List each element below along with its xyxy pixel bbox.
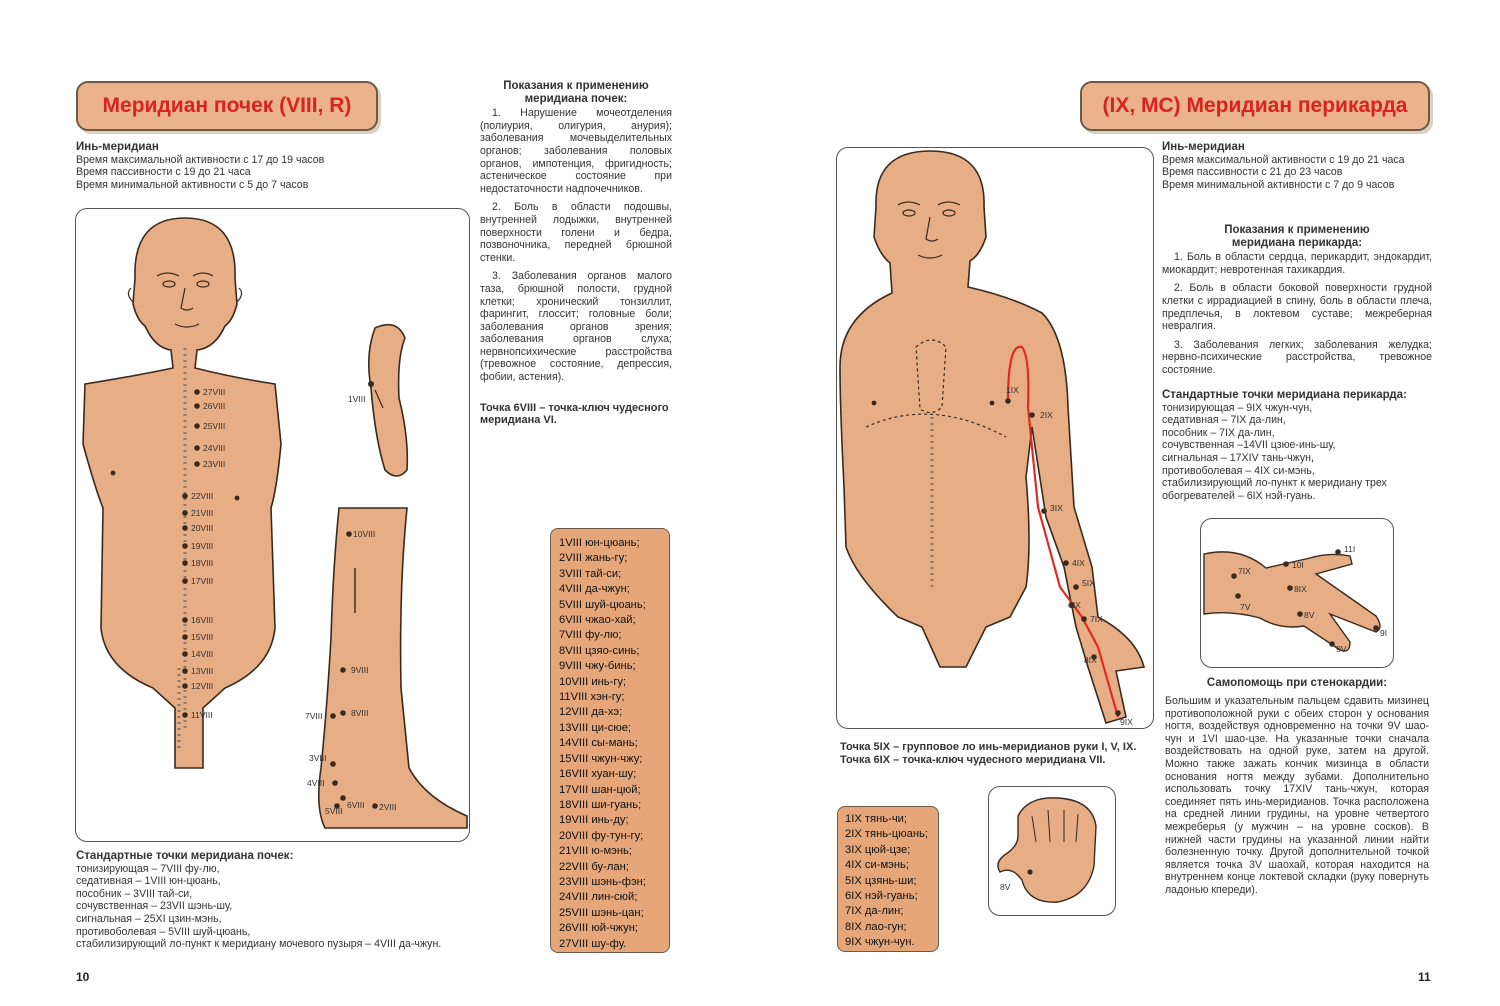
acupoint-label: 27VIII [203, 387, 226, 397]
left-points-item: 2VIII жань-гу; [559, 552, 628, 565]
acupoint-marker [182, 668, 188, 674]
acupoint-label: 1IX [1006, 385, 1019, 395]
left-points-item: 7VIII фу-лю; [559, 629, 622, 642]
left-points-item: 12VIII да-хэ; [559, 706, 623, 719]
left-points-item: 13VIII ци-сюе; [559, 721, 632, 734]
right-indication-3: 3. Заболевания легких; заболевания желудка; нервно-психические расстройства, тревожное состояние. [1162, 338, 1432, 376]
left-points-item: 25VIII шэнь-цан; [559, 906, 644, 919]
leg-figure [319, 508, 467, 828]
selfhelp-title: Самопомощь при стенокардии: [1206, 677, 1388, 689]
left-points-item: 1VIII юн-цюань; [559, 537, 640, 549]
acupoint-label: 2VIII [379, 802, 397, 812]
acupoint-label: 8IX [1294, 584, 1307, 594]
acupoint-label: 24VIII [203, 443, 226, 453]
right-time-max: Время максимальной активности с 19 до 21 часа [1162, 153, 1405, 166]
left-standard-points [76, 850, 516, 951]
left-indication-2: 2. Боль в области подошвы, внутренней лодыжки, внутренней поверхности голени и бедра, позвоночника, передней брюшной стенки. [480, 201, 672, 264]
acupoint-marker [182, 525, 188, 531]
left-indications-title: Показания к применению меридиана почек: [503, 80, 649, 105]
acupoint-marker [1231, 573, 1237, 579]
acupoint-marker [346, 531, 352, 537]
acupoint-label: 19VIII [191, 541, 214, 551]
acupoint-marker [1041, 508, 1047, 514]
right-time-min: Время минимальной активности с 7 до 9 часов [1162, 178, 1395, 191]
acupoint-marker [1297, 611, 1303, 617]
acupoint-marker [340, 795, 346, 801]
right-meta-block [1162, 141, 1432, 191]
left-points-item: 4VIII да-чжун; [559, 583, 630, 596]
left-points-item: 9VIII чжу-бинь; [559, 660, 636, 673]
foot-sole-figure [369, 325, 408, 476]
right-indication-2: 2. Боль в области боковой поверхности грудной клетки с иррадиацией в спину, боль в области плеча, предплечья, в локтевом суставе; межреберная невралгия. [1162, 282, 1432, 333]
acupoint-label: 12VIII [191, 681, 214, 691]
right-page-title: (IX, MC) Меридиан перикарда [1102, 94, 1408, 117]
acupoint-marker [332, 780, 338, 786]
left-time-min: Время минимальной активности с 5 до 7 часов [76, 178, 309, 191]
acupoint-label: 17VIII [191, 576, 214, 586]
acupoint-marker [1287, 585, 1293, 591]
acupoint-label: 9V [1336, 644, 1347, 654]
right-time-passive: Время пассивности с 21 до 23 часов [1162, 166, 1343, 179]
left-points-item: 27VIII шу-фу. [559, 937, 627, 950]
left-time-max: Время максимальной активности с 17 до 19 часов [76, 153, 325, 166]
right-points-item: 9IX чжун-чун. [845, 936, 915, 949]
acupoint-marker [1373, 625, 1379, 631]
acupoint-label: 10I [1292, 560, 1304, 570]
right-title-box [1080, 81, 1430, 131]
acupoint-label: 9VIII [351, 665, 369, 675]
left-page-title: Меридиан почек (VIII, R) [102, 94, 352, 117]
right-standard-points [1162, 389, 1432, 502]
acupoint-marker [182, 578, 188, 584]
right-indications [1162, 224, 1432, 377]
left-meta-block [76, 141, 416, 191]
acupoint-label: 14VIII [191, 649, 214, 659]
acupoint-marker [194, 445, 200, 451]
acupoint-label: 8V [1304, 610, 1315, 620]
right-indication-1: 1. Боль в области сердца, перикардит, эндокардит, миокардит; невротенная тахикардия. [1162, 251, 1432, 276]
left-points-item: 3VIII тай-си; [559, 567, 622, 580]
acupoint-marker [182, 510, 188, 516]
left-indication-3: 3. Заболевания органов малого таза, брюшной полости, грудной клетки; хронический тонзиллит, фарингит, глоссит; головные боли; заболевания органов зрения; заболевания органов слуха; нервнопсихические расстройства (тревожное состояние, депрессия, фобии, астения). [480, 270, 672, 384]
right-points-item: 7IX да-лин; [845, 905, 904, 918]
right-points-item: 1IX тянь-чи; [845, 813, 908, 825]
acupoint-marker [182, 634, 188, 640]
acupoint-label: 3IX [1050, 503, 1063, 513]
foot-label-1VIII: 1VIII [348, 394, 366, 404]
left-indications [480, 80, 672, 427]
acupoint-label: 7VIII [305, 711, 323, 721]
left-points-item: 26VIII юй-чжун; [559, 922, 639, 935]
acupoint-label: 5IX [1082, 578, 1095, 588]
left-standard-title: Стандартные точки меридиана почек: [76, 850, 294, 862]
right-standard-line: сочувственная –14VII цзюе-инь-шу, [1162, 439, 1336, 452]
acupoint-label: 6VIII [347, 800, 365, 810]
left-standard-line: седативная – 1VIII юн-цюань, [76, 875, 221, 888]
left-standard-line: сочувственная – 23VII шэнь-шу, [76, 900, 233, 913]
right-notes [840, 741, 1160, 766]
hand-figure [1200, 518, 1392, 666]
acupoint-marker [194, 461, 200, 467]
acupoint-label: 4IX [1072, 558, 1085, 568]
right-standard-line: седативная – 7IX да-лин, [1162, 414, 1286, 427]
acupoint-marker [182, 617, 188, 623]
acupoint-label: 15VIII [191, 632, 214, 642]
right-standard-line: тонизирующая – 9IX чжун-чун, [1162, 401, 1313, 414]
right-note-line: Точка 6IX – точка-ключ чудесного меридиана VII. [840, 753, 1106, 766]
left-standard-line: противоболевая – 5VIII шуй-цюань, [76, 925, 251, 938]
acupoint-label: 2IX [1040, 410, 1053, 420]
kidney-meridian-figure [75, 208, 468, 840]
acupoint-label: 5VIII [325, 806, 343, 816]
left-indication-1: 1. Нарушение мочеотделения (полиурия, олигурия, анурия); заболевания мочевыделительных органов; заболевания половых органов, импотенция, фригидность; астеническое состояние при недостаточности надпочечников. [480, 107, 672, 195]
right-note-line: Точка 5IX – групповое ло инь-меридианов руки I, V, IX. [840, 741, 1137, 753]
torso-arm-figure [840, 151, 1144, 723]
left-points-item: 21VIII ю-мэнь; [559, 845, 632, 858]
acupoint-marker [340, 667, 346, 673]
left-page-number: 10 [76, 970, 90, 984]
acupoint-label: 7IX [1238, 566, 1251, 576]
left-points-item: 23VIII шэнь-фэн; [559, 875, 646, 888]
right-points-item: 2IX тянь-цюань; [845, 828, 928, 841]
left-standard-line: стабилизирующий ло-пункт к меридиану мочевого пузыря – 4VIII да-чжун. [76, 938, 442, 951]
right-points-item: 5IX цзянь-ши; [845, 874, 917, 887]
acupoint-marker [1081, 616, 1087, 622]
left-points-list [550, 528, 670, 953]
acupoint-label: 3VIII [309, 753, 327, 763]
acupoint-label: 26VIII [203, 401, 226, 411]
right-points-item: 8IX лао-гун; [845, 920, 907, 933]
acupoint-marker [182, 543, 188, 549]
acupoint-label: 13VIII [191, 666, 214, 676]
acupoint-label: 4VIII [307, 778, 325, 788]
acupoint-marker [330, 713, 336, 719]
acupoint-label: 16VIII [191, 615, 214, 625]
acupoint-label: 7V [1240, 602, 1251, 612]
left-points-item: 5VIII шуй-цюань; [559, 598, 646, 611]
left-standard-line: тонизирующая – 7VIII фу-лю, [76, 862, 220, 875]
left-points-item: 16VIII хуан-шу; [559, 768, 637, 781]
acupoint-marker [194, 389, 200, 395]
acupoint-label: 20VIII [191, 523, 214, 533]
acupoint-marker [182, 712, 188, 718]
acupoint-marker [330, 761, 336, 767]
right-points-list [837, 806, 939, 952]
acupoint-label: 22VIII [191, 491, 214, 501]
left-points-item: 20VIII фу-тун-гу; [559, 829, 644, 842]
left-points-item: 11VIII хэн-гу; [559, 691, 625, 704]
left-key-point: Точка 6VIII – точка-ключ чудесного меридиана VI. [480, 401, 669, 427]
acupoint-label: 21VIII [191, 508, 214, 518]
acupoint-marker [1073, 584, 1079, 590]
acupoint-label: 11VIII [191, 710, 213, 720]
acupoint-marker [1029, 412, 1035, 418]
left-points-item: 22VIII бу-лан; [559, 860, 629, 873]
right-points-item: 4IX си-мэнь; [845, 859, 909, 872]
left-type-heading: Инь-меридиан [76, 141, 159, 153]
right-type-heading: Инь-меридиан [1162, 141, 1245, 153]
acupoint-marker [1063, 560, 1069, 566]
acupoint-marker [340, 710, 346, 716]
left-points-item: 18VIII ши-гуань; [559, 798, 642, 811]
acupoint-label: 7IX [1090, 614, 1103, 624]
acupoint-marker [1335, 549, 1341, 555]
acupoint-marker [182, 493, 188, 499]
right-standard-line: пособник – 7IX да-лин, [1162, 426, 1275, 439]
right-points-item: 3IX цюй-цзе; [845, 843, 911, 856]
acupoint-label: 8VIII [351, 708, 369, 718]
acupoint-marker [1283, 561, 1289, 567]
acupoint-label: 8IX [1084, 655, 1097, 665]
pericardium-meridian-figure [836, 147, 1152, 727]
acupoint-marker [1115, 710, 1121, 716]
right-page-number: 11 [1418, 970, 1431, 984]
right-indications-title: Показания к применению меридиана перикарда: [1224, 224, 1370, 249]
left-points-item: 15VIII чжун-чжу; [559, 752, 643, 765]
acupoint-marker [182, 560, 188, 566]
acupoint-label: 9IX [1120, 717, 1133, 727]
left-points-item: 24VIII лин-сюй; [559, 891, 638, 904]
left-points-item: 17VIII шан-цюй; [559, 783, 641, 796]
right-points-item: 6IX нэй-гуань; [845, 890, 918, 903]
left-standard-line: сигнальная – 25XI цзин-мэнь, [76, 912, 222, 925]
left-points-item: 8VIII цзяо-синь; [559, 644, 640, 657]
fist-label-8V: 8V [1000, 882, 1011, 892]
left-points-item: 14VIII сы-мань; [559, 737, 638, 750]
left-points-item: 10VIII инь-гу; [559, 675, 627, 688]
right-standard-title: Стандартные точки меридиана перикарда: [1162, 389, 1407, 401]
acupoint-marker [1329, 641, 1335, 647]
acupoint-label: 25VIII [203, 421, 226, 431]
acupoint-label: 10VIII [353, 529, 376, 539]
selfhelp-text: Большим и указательным пальцем сдавить мизинец противоположной руки с обеих сторон у основания ногтя, воздействуя одновременно на точки 9V шао-чун и 1VI шао-цзе. На указанные точки сначала воздействовать на одной руке, затем на другой. Можно также зажать кончик мизинца в области основания ногтя между зубами. Дополнительно использовать точку 17XIV тань-чжун, которая соединяет пять инь-меридианов. Точка расположена на средней линии грудины, на уровне четвертого межреберья (у мужчин – на уровне сосков). В нижней части грудины на указанной линии найти болезненную точку. Другой дополнительной точкой является точка 3V шаохай, которая находится на внутреннем конце локтевой складки (руку повернуть ладонью кпереди). [1165, 695, 1429, 896]
acupoint-marker [372, 803, 378, 809]
acupoint-label: 9I [1380, 628, 1388, 638]
left-title-box [76, 81, 378, 131]
acupoint-marker [182, 683, 188, 689]
acupoint-label: 18VIII [191, 558, 214, 568]
acupoint-marker [182, 651, 188, 657]
left-time-passive: Время пассивности с 19 до 21 часа [76, 166, 251, 179]
fist-figure [988, 786, 1114, 914]
acupoint-marker [194, 403, 200, 409]
acupoint-label: 11I [1344, 544, 1356, 554]
acupoint-label: 23VIII [203, 459, 226, 469]
left-standard-line: пособник – 3VIII тай-си, [76, 887, 193, 900]
acupoint-label: 6IX [1068, 600, 1081, 610]
acupoint-marker [1005, 398, 1011, 404]
right-standard-line: противоболевая – 4IX си-мэнь, [1162, 464, 1315, 477]
right-standard-line: сигнальная – 17XIV тань-чжун, [1162, 451, 1314, 464]
left-points-item: 19VIII инь-ду; [559, 814, 629, 827]
acupoint-marker [1235, 593, 1241, 599]
right-standard-line: стабилизирующий ло-пункт к меридиану трех обогревателей – 6IX нэй-гуань. [1162, 477, 1387, 502]
acupoint-marker [194, 423, 200, 429]
left-points-item: 6VIII чжао-хай; [559, 614, 636, 627]
